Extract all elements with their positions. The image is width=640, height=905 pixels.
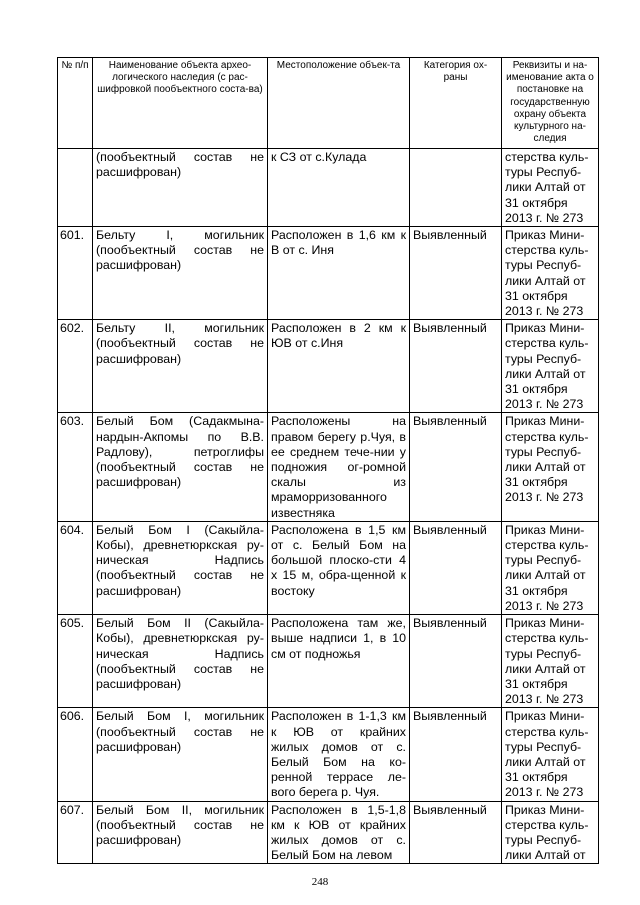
row-act: Приказ Мини-стерства куль-туры Респуб-лики Алтай от 31 октября 2013 г. № 273 xyxy=(502,227,599,320)
row-number xyxy=(58,149,93,227)
row-number: 605. xyxy=(58,615,93,708)
row-object-name: Белый Бом I (Сакыйла-Кобы), древнетюркская ру-ническая Надпись (пообъектный состав не расшифрован) xyxy=(93,521,268,614)
row-number: 603. xyxy=(58,413,93,521)
row-act: Приказ Мини-стерства куль-туры Респуб-лики Алтай от 31 октября 2013 г. № 273 xyxy=(502,708,599,801)
row-object-name: Белый Бом II (Сакыйла-Кобы), древнетюркская ру-ническая Надпись (пообъектный состав не расшифрован) xyxy=(93,615,268,708)
row-location: Расположен в 1-1,3 км к ЮВ от крайних жилых домов от с. Белый Бом на ко-ренной террасе ле-вого берега р. Чуя. xyxy=(268,708,410,801)
row-number: 607. xyxy=(58,801,93,864)
row-number: 606. xyxy=(58,708,93,801)
row-object-name: (пообъектный состав не расшифрован) xyxy=(93,149,268,227)
row-category: Выявленный xyxy=(410,615,502,708)
row-object-name: Белый Бом I, могильник (пообъектный состав не расшифрован) xyxy=(93,708,268,801)
row-location: Расположен в 2 км к ЮВ от с.Иня xyxy=(268,320,410,413)
table-row xyxy=(58,227,599,320)
table-row xyxy=(58,320,599,413)
row-object-name: Белый Бом II, могильник (пообъектный состав не расшифрован) xyxy=(93,801,268,864)
row-location: Расположена там же, выше надписи 1, в 10 см от подножья xyxy=(268,615,410,708)
row-category: Выявленный xyxy=(410,708,502,801)
row-object-name: Бельту II, могильник (пообъектный состав не расшифрован) xyxy=(93,320,268,413)
page-number: 248 xyxy=(311,876,329,888)
row-location: Расположена в 1,5 км от с. Белый Бом на большой плоско-сти 4 х 15 м, обра-щенной к востоку xyxy=(268,521,410,614)
header-number: № п/п xyxy=(58,58,93,149)
row-category: Выявленный xyxy=(410,801,502,864)
row-number: 601. xyxy=(58,227,93,320)
heritage-registry-table xyxy=(57,57,599,864)
row-category: Выявленный xyxy=(410,320,502,413)
header-act: Реквизиты и на-именование акта о постановке на государственную охрану объекта культурного на-следия xyxy=(502,58,599,149)
row-act: Приказ Мини-стерства куль-туры Респуб-лики Алтай от xyxy=(502,801,599,864)
table-row xyxy=(58,801,599,864)
table-row xyxy=(58,413,599,521)
table-row xyxy=(58,708,599,801)
row-number: 604. xyxy=(58,521,93,614)
row-location: к СЗ от с.Кулада xyxy=(268,149,410,227)
row-category: Выявленный xyxy=(410,227,502,320)
header-object-name: Наименование объекта архео-логического наследия (с рас-шифровкой пообъектного соста-ва) xyxy=(93,58,268,149)
row-category: Выявленный xyxy=(410,413,502,521)
table-row xyxy=(58,521,599,614)
row-act: Приказ Мини-стерства куль-туры Респуб-лики Алтай от 31 октября 2013 г. № 273 xyxy=(502,521,599,614)
row-number: 602. xyxy=(58,320,93,413)
row-location: Расположен в 1,6 км к В от с. Иня xyxy=(268,227,410,320)
header-row xyxy=(58,58,599,149)
row-act: Приказ Мини-стерства куль-туры Респуб-лики Алтай от 31 октября 2013 г. № 273 xyxy=(502,413,599,521)
row-location: Расположены на правом берегу р.Чуя, в ее среднем тече-нии у подножия ог-ромной скалы из мраморризованного известняка xyxy=(268,413,410,521)
row-object-name: Бельту I, могильник (пообъектный состав не расшифрован) xyxy=(93,227,268,320)
row-act: стерства куль-туры Респуб-лики Алтай от 31 октября 2013 г. № 273 xyxy=(502,149,599,227)
table-row xyxy=(58,149,599,227)
table-row xyxy=(58,615,599,708)
row-act: Приказ Мини-стерства куль-туры Респуб-лики Алтай от 31 октября 2013 г. № 273 xyxy=(502,320,599,413)
row-location: Расположен в 1,5-1,8 км к ЮВ от крайних жилых домов от с. Белый Бом на левом xyxy=(268,801,410,864)
header-location: Местоположение объек-та xyxy=(268,58,410,149)
header-category: Категория ох-раны xyxy=(410,58,502,149)
row-object-name: Белый Бом (Садакмына-нардын-Акпомы по В.В. Радлову), петроглифы (пообъектный состав не расшифрован) xyxy=(93,413,268,521)
row-act: Приказ Мини-стерства куль-туры Респуб-лики Алтай от 31 октября 2013 г. № 273 xyxy=(502,615,599,708)
row-category xyxy=(410,149,502,227)
row-category: Выявленный xyxy=(410,521,502,614)
